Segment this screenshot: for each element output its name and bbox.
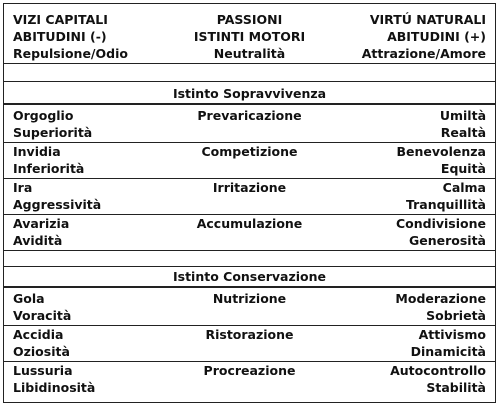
vice-habit: Superiorità: [13, 125, 93, 140]
virtue-habit: Dinamicità: [410, 344, 486, 359]
vice-habit: Aggressività: [13, 197, 102, 212]
virtue-habit: Tranquillità: [405, 197, 486, 212]
divider: [4, 325, 495, 326]
virtue-habit: Sobrietà: [426, 308, 486, 323]
passion-name: Accumulazione: [196, 216, 303, 231]
header-vices-title: VIZI CAPITALI: [13, 12, 108, 27]
passion-name: Procreazione: [203, 363, 296, 378]
vice-name: Accidia: [13, 327, 64, 342]
divider: [4, 266, 495, 267]
divider: [4, 81, 495, 82]
header-repulsion: Repulsione/Odio: [13, 46, 128, 61]
divider: [4, 63, 495, 64]
header-passions-title: PASSIONI: [216, 12, 283, 27]
passion-name: Ristorazione: [205, 327, 294, 342]
vice-habit: Oziosità: [13, 344, 70, 359]
header-positive-habits: ABITUDINI (+): [387, 29, 486, 44]
divider: [4, 286, 495, 288]
header-neutrality: Neutralità: [213, 46, 286, 61]
vice-name: Gola: [13, 291, 45, 306]
virtue-habit: Equità: [440, 161, 486, 176]
vice-name: Lussuria: [13, 363, 73, 378]
divider: [4, 103, 495, 105]
passion-name: Nutrizione: [212, 291, 287, 306]
divider: [4, 178, 495, 179]
header-attraction: Attrazione/Amore: [361, 46, 486, 61]
virtue-habit: Stabilità: [426, 380, 486, 395]
header-virtues-title: VIRTÚ NATURALI: [369, 12, 486, 27]
vice-name: Invidia: [13, 144, 61, 159]
divider: [4, 214, 495, 215]
virtue-habit: Generosità: [408, 233, 486, 248]
vice-habit: Inferiorità: [13, 161, 85, 176]
header-motor-instincts: ISTINTI MOTORI: [193, 29, 306, 44]
virtue-name: Condivisione: [395, 216, 486, 231]
section-title-conservation: Istinto Conservazione: [172, 269, 326, 284]
vice-habit: Avidità: [13, 233, 63, 248]
vice-habit: Libidinosità: [13, 380, 96, 395]
passion-name: Prevaricazione: [197, 108, 302, 123]
virtue-name: Calma: [442, 180, 486, 195]
virtue-habit: Realtà: [440, 125, 486, 140]
vice-habit: Voracità: [13, 308, 72, 323]
section-title-survival: Istinto Sopravvivenza: [172, 86, 327, 101]
header-negative-habits: ABITUDINI (-): [13, 29, 107, 44]
vice-name: Ira: [13, 180, 33, 195]
divider: [4, 142, 495, 143]
passions-table: [3, 3, 496, 403]
divider: [4, 361, 495, 362]
vice-name: Avarizia: [13, 216, 70, 231]
vice-name: Orgoglio: [13, 108, 74, 123]
virtue-name: Autocontrollo: [390, 363, 486, 378]
virtue-name: Attivismo: [418, 327, 486, 342]
virtue-name: Benevolenza: [396, 144, 486, 159]
virtue-name: Moderazione: [395, 291, 486, 306]
virtue-name: Umiltà: [439, 108, 486, 123]
passion-name: Irritazione: [212, 180, 287, 195]
divider: [4, 250, 495, 251]
passion-name: Competizione: [201, 144, 298, 159]
